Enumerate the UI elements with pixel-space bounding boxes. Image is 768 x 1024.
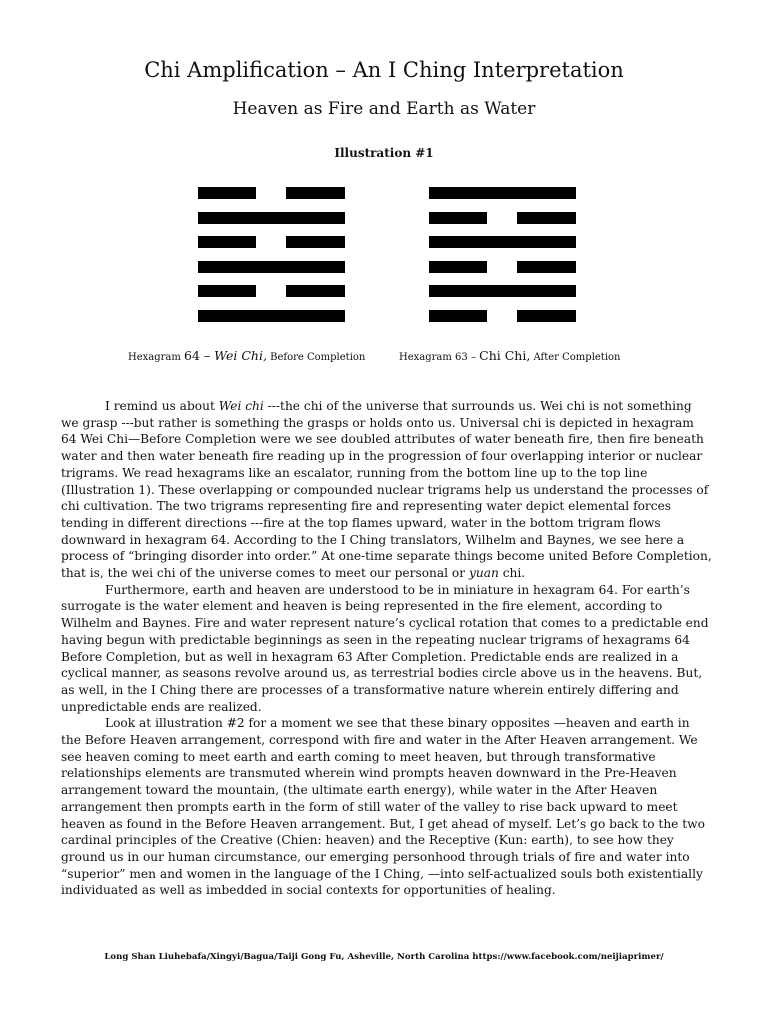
body-paragraph [61, 715, 713, 899]
document-title: Chi Amplification – An I Ching Interpretation [144, 58, 624, 82]
hexagram-broken-line [198, 236, 345, 248]
paragraph-text: I remind us about [105, 399, 219, 413]
hexagram-64-caption [128, 348, 365, 363]
paragraph-text: ---the chi of the universe that surrounds us. Wei chi is not something we grasp ---but rather is something the grasps or holds onto us. Universal chi is depicted in hexagram 64 Wei Chi—Before Completion were we see doubled attributes of water beneath fire, then fire beneath water and then water beneath fire reading up in the progression of four overlapping interior or nuclear trigrams. We read hexagrams like an escalator, running from the bottom line up to the top line (Illustration 1). These overlapping or compounded nuclear trigrams help us understand the processes of chi cultivation. The two trigrams representing fire and representing water depict elemental forces tending in different directions ---fire at the top flames upward, water in the bottom trigram flows downward in hexagram 64. According to the I Ching translators, Wilhelm and Baynes, we see here a process of “bringing disorder into order.” At one-time separate things become united Before Completion, that is, the wei chi of the universe comes to meet our personal or [61, 399, 712, 581]
paragraph-text: chi. [498, 566, 526, 581]
document-subtitle: Heaven as Fire and Earth as Water [232, 99, 536, 119]
italic-term: yuan [468, 566, 499, 581]
hexagram-broken-line [429, 212, 576, 224]
line-segment [429, 310, 487, 322]
hexagram-solid-line [429, 187, 576, 199]
line-segment [429, 187, 576, 199]
caption-prefix: Hexagram 63 – [399, 352, 480, 363]
line-segment [198, 187, 256, 199]
hexagram-broken-line [429, 310, 576, 322]
hexagram-64-figure [198, 187, 345, 323]
line-segment [286, 187, 345, 199]
hexagram-solid-line [198, 310, 345, 322]
line-segment [198, 236, 256, 248]
line-segment [517, 261, 576, 273]
line-segment [429, 236, 576, 248]
line-segment [286, 285, 345, 297]
hexagram-solid-line [429, 236, 576, 248]
caption-number: 64 – [184, 348, 215, 363]
line-segment [429, 285, 576, 297]
italic-term: Wei chi [218, 399, 264, 413]
hexagram-solid-line [198, 261, 345, 273]
hexagram-63-caption [399, 348, 620, 363]
body-paragraph [61, 582, 713, 716]
line-segment [198, 310, 345, 322]
caption-name: Wei Chi, [214, 348, 267, 363]
caption-suffix: After Completion [530, 352, 621, 363]
page-footer: Long Shan Liuhebafa/Xingyi/Bagua/Taiji Gong Fu, Asheville, North Carolina https://www.facebook.com/neijiaprimer/ [104, 952, 664, 962]
line-segment [198, 212, 345, 224]
line-segment [429, 261, 487, 273]
line-segment [286, 236, 345, 248]
hexagram-broken-line [198, 285, 345, 297]
line-segment [517, 212, 576, 224]
line-segment [198, 285, 256, 297]
line-segment [198, 261, 345, 273]
caption-prefix: Hexagram [128, 352, 185, 363]
line-segment [429, 212, 487, 224]
hexagram-solid-line [429, 285, 576, 297]
hexagram-broken-line [198, 187, 345, 199]
body-paragraph [61, 398, 713, 582]
caption-name: Chi Chi, [479, 348, 531, 363]
body-text [61, 398, 713, 899]
hexagram-solid-line [198, 212, 345, 224]
hexagram-broken-line [429, 261, 576, 273]
hexagram-63-figure [429, 187, 576, 323]
paragraph-text: Look at illustration #2 for a moment we see that these binary opposites —heaven and earth in the Before Heaven arrangement, correspond with fire and water in the After Heaven arrangement. We see heaven coming to meet earth and earth coming to meet heaven, but through transformative relationships elements are transmuted wherein wind prompts heaven downward in the Pre-Heaven arrangement toward the mountain, (the ultimate earth energy), while water in the After Heaven arrangement then prompts earth in the form of still water of the valley to rise back upward to meet heaven as found in the Before Heaven arrangement. But, I get ahead of myself. Let’s go back to the two cardinal principles of the Creative (Chien: heaven) and the Receptive (Kun: earth), to see how they ground us in our human circumstance, our emerging personhood through trials of fire and water into “superior” men and women in the language of the I Ching, —into self-actualized souls both existentially individuated as well as imbedded in social contexts for opportunities of healing. [61, 716, 705, 898]
paragraph-text: Furthermore, earth and heaven are understood to be in miniature in hexagram 64. For earth’s surrogate is the water element and heaven is being represented in the fire element, according to Wilhelm and Baynes. Fire and water represent nature’s cyclical rotation that comes to a predictable end having begun with predictable beginnings as seen in the repeating nuclear trigrams of hexagrams 64 Before Completion, but as well in hexagram 63 After Completion. Predictable ends are realized in a cyclical manner, as seasons revolve around us, as terrestrial bodies circle above us in the heavens. But, as well, in the I Ching there are processes of a transformative nature wherein entirely differing and unpredictable ends are realized. [61, 582, 709, 714]
caption-suffix: Before Completion [266, 352, 366, 363]
illustration-label: Illustration #1 [334, 146, 434, 160]
line-segment [517, 310, 576, 322]
